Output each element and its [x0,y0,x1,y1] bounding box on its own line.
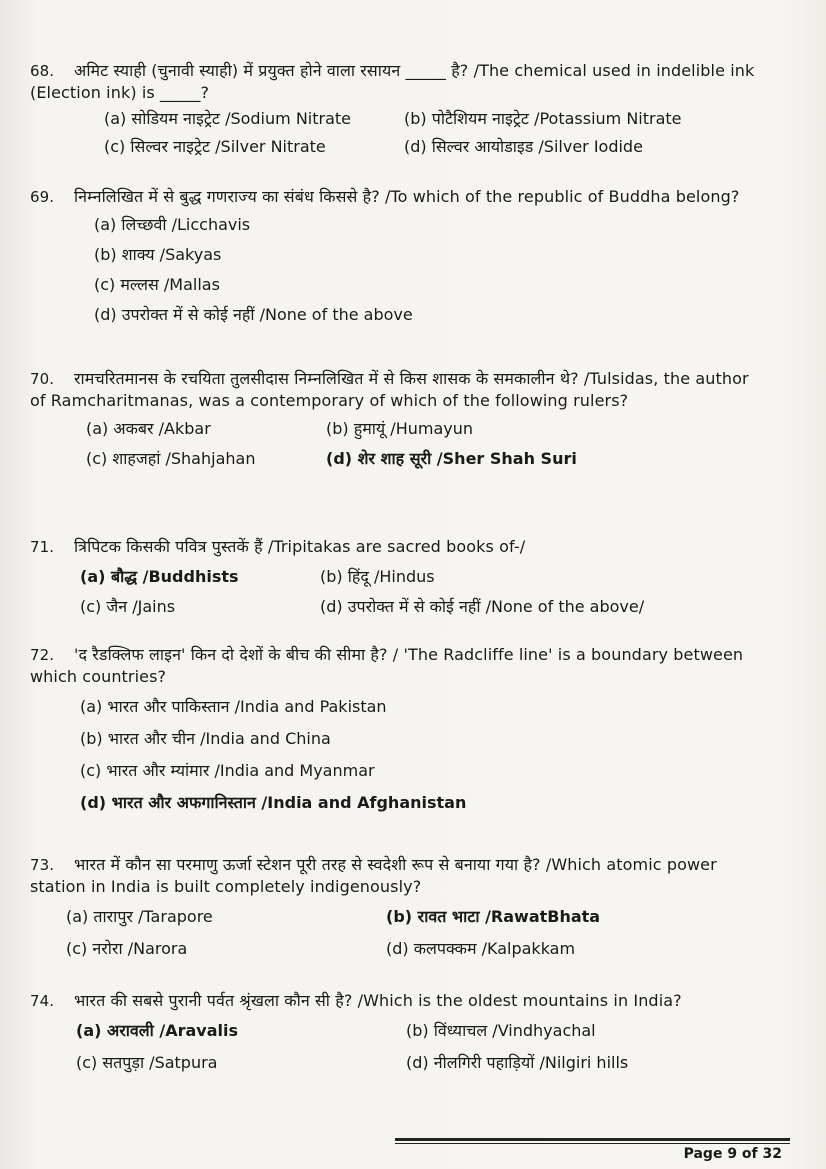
option-d: (d) नीलगिरी पहाड़ियों /Nilgiri hills [406,1053,629,1072]
question-text: 72. 'द रैडक्लिफ लाइन' किन दो देशों के बीच की सीमा है? / 'The Radcliffe line' is a boundary between which countries? [30,645,744,686]
option-c: (c) सिल्वर नाइट्रेट /Silver Nitrate [104,137,326,156]
option-c: (c) सतपुड़ा /Satpura [76,1053,218,1072]
option-b: (b) रावत भाटा /RawatBhata [386,907,601,926]
question-text: 73. भारत में कौन सा परमाणु ऊर्जा स्टेशन पूरी तरह से स्वदेशी रूप से बनाया गया है? /Which atomic power station in India is built completely indigenously? [30,855,717,896]
option-b: (b) पोटैशियम नाइट्रेट /Potassium Nitrate [404,109,682,128]
option-a: (a) अरावली /Aravalis [76,1021,238,1040]
option-a: (a) भारत और पाकिस्तान /India and Pakistan [80,697,387,716]
question-69 [30,186,766,326]
option-c: (c) जैन /Jains [80,597,176,616]
option-d: (d) कलपक्कम /Kalpakkam [386,939,576,958]
page-number: Page 9 of 32 [683,1146,782,1162]
question-number: 70. [30,370,55,388]
option-c: (c) नरोरा /Narora [66,939,188,958]
option-c: (c) भारत और म्यांमार /India and Myanmar [80,761,375,780]
question-text: 74. भारत की सबसे पुरानी पर्वत श्रृंखला कौन सी है? /Which is the oldest mountains in India? [30,991,682,1010]
question-text: 70. रामचरितमानस के रचयिता तुलसीदास निम्नलिखित में से किस शासक के समकालीन थे? /Tulsidas, the author of Ramcharitmanas, was a contemporary of which of the following rulers? [30,369,749,410]
question-number: 69. [30,188,55,206]
question-73 [30,854,766,960]
option-b: (b) भारत और चीन /India and China [80,729,331,748]
question-number: 74. [30,992,55,1010]
question-70 [30,368,766,470]
question-number: 71. [30,538,55,556]
option-c: (c) शाहजहां /Shahjahan [86,449,256,468]
footer-divider-thin [395,1143,790,1144]
option-a: (a) अकबर /Akbar [86,419,211,438]
option-d: (d) सिल्वर आयोडाइड /Silver Iodide [404,137,643,156]
option-d: (d) भारत और अफगानिस्तान /India and Afghanistan [80,793,467,812]
question-68 [30,60,766,158]
option-b: (b) हुमायूं /Humayun [326,419,474,438]
footer-divider [395,1138,790,1141]
question-number: 73. [30,856,55,874]
question-text: 71. त्रिपिटक किसकी पवित्र पुस्तकें हैं /Tripitakas are sacred books of-/ [30,537,526,556]
option-d: (d) उपरोक्त में से कोई नहीं /None of the above/ [320,597,645,616]
option-b: (b) शाक्य /Sakyas [94,245,222,264]
option-a: (a) बौद्ध /Buddhists [80,567,239,586]
option-b: (b) हिंदू /Hindus [320,567,435,586]
question-72 [30,644,766,814]
option-d: (d) शेर शाह सूरी /Sher Shah Suri [326,449,577,468]
question-number: 72. [30,646,55,664]
option-d: (d) उपरोक्त में से कोई नहीं /None of the above [94,305,413,324]
question-74 [30,990,766,1074]
question-71 [30,536,766,618]
option-a: (a) सोडियम नाइट्रेट /Sodium Nitrate [104,109,352,128]
option-c: (c) मल्लस /Mallas [94,275,220,294]
question-text: 68. अमिट स्याही (चुनावी स्याही) में प्रयुक्त होने वाला रसायन _____ है? /The chemical used in indelible ink (Election ink) is _____? [30,61,755,102]
question-text: 69. निम्नलिखित में से बुद्ध गणराज्य का संबंध किससे है? /To which of the republic of Buddha belong? [30,187,740,206]
option-a: (a) तारापुर /Tarapore [66,907,213,926]
question-number: 68. [30,62,55,80]
option-b: (b) विंध्याचल /Vindhyachal [406,1021,596,1040]
option-a: (a) लिच्छवी /Licchavis [94,215,251,234]
